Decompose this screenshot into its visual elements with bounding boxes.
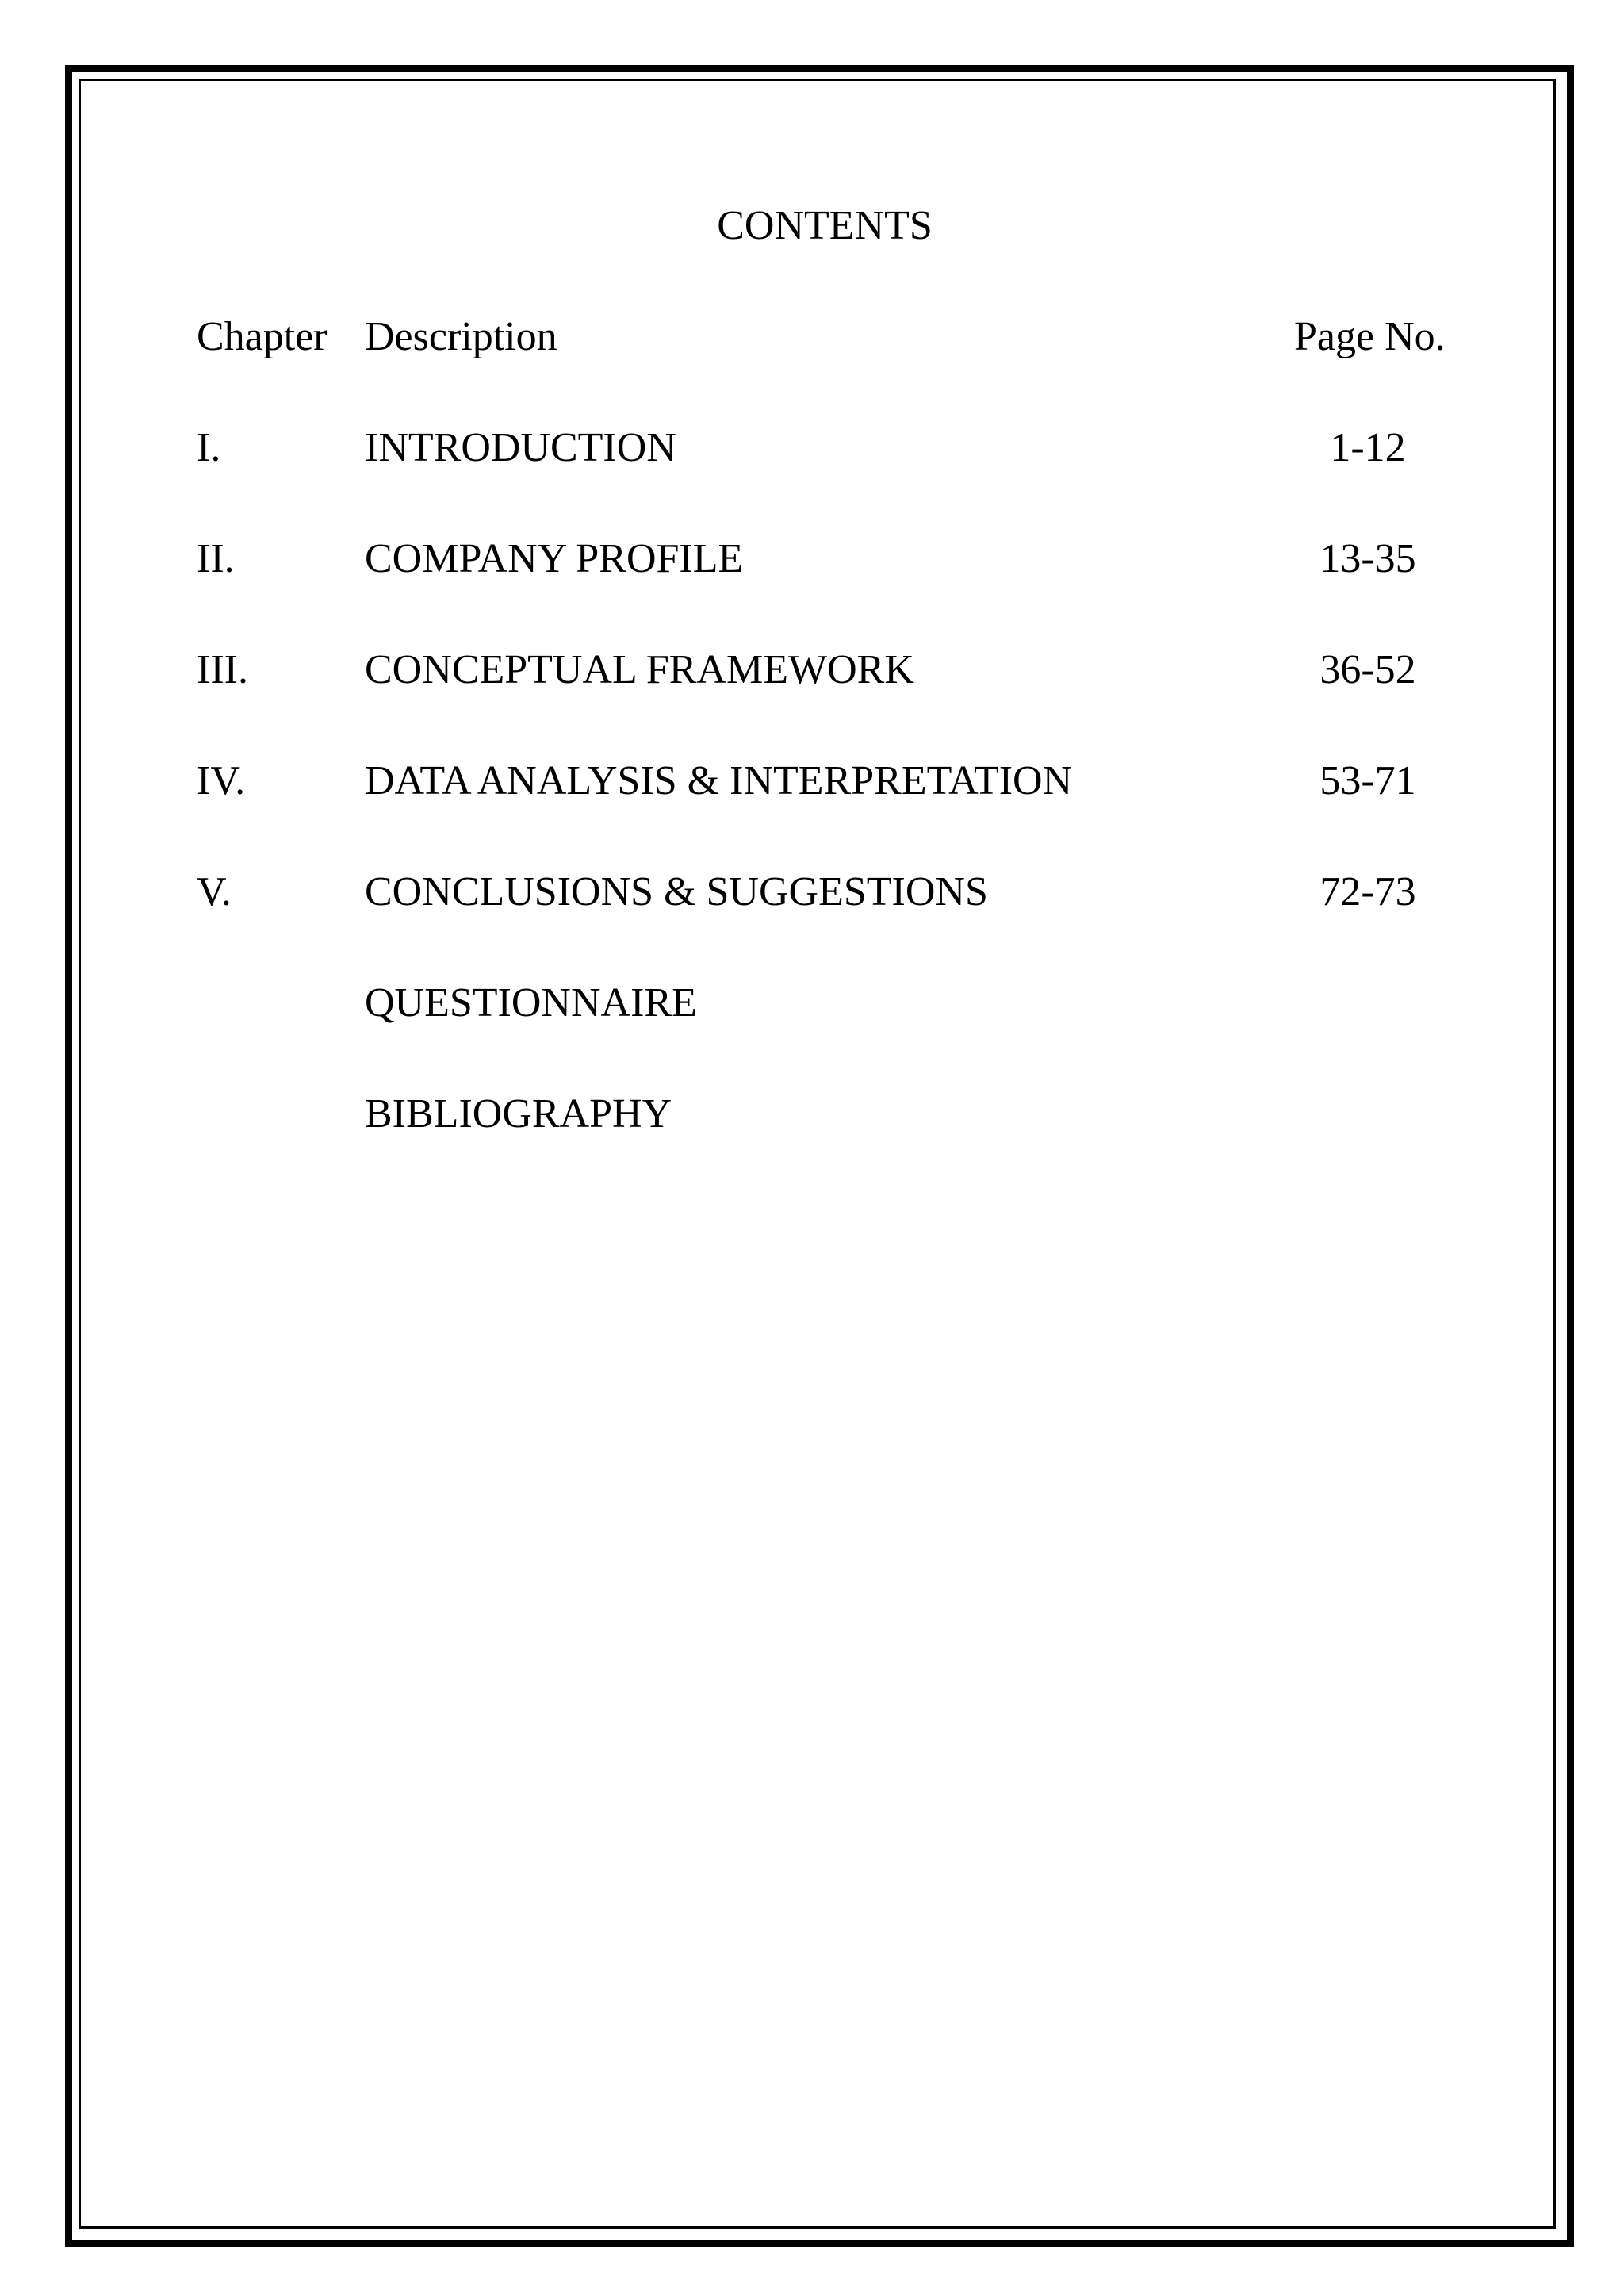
page-border-inner (79, 79, 1556, 2229)
chapter-description: CONCLUSIONS & SUGGESTIONS (365, 869, 988, 914)
chapter-number: III. (197, 647, 248, 692)
chapter-number: V. (197, 869, 232, 914)
page-range: 72-73 (1320, 869, 1416, 914)
description-column-header: Description (365, 314, 557, 359)
page-range: 53-71 (1320, 758, 1416, 803)
chapter-description: INTRODUCTION (365, 425, 676, 470)
chapter-number: I. (197, 425, 221, 470)
page-no-column-header: Page No. (1294, 314, 1446, 359)
page-range: 1-12 (1330, 425, 1406, 470)
page-range: 13-35 (1320, 536, 1416, 581)
contents-title: CONTENTS (717, 203, 933, 248)
chapter-column-header: Chapter (197, 314, 327, 359)
page-range: 36-52 (1320, 647, 1416, 692)
chapter-number: IV. (197, 758, 246, 803)
chapter-number: II. (197, 536, 235, 581)
chapter-description: QUESTIONNAIRE (365, 980, 697, 1025)
chapter-description: COMPANY PROFILE (365, 536, 744, 581)
chapter-description: DATA ANALYSIS & INTERPRETATION (365, 758, 1073, 803)
chapter-description: CONCEPTUAL FRAMEWORK (365, 647, 914, 692)
chapter-description: BIBLIOGRAPHY (365, 1091, 672, 1137)
